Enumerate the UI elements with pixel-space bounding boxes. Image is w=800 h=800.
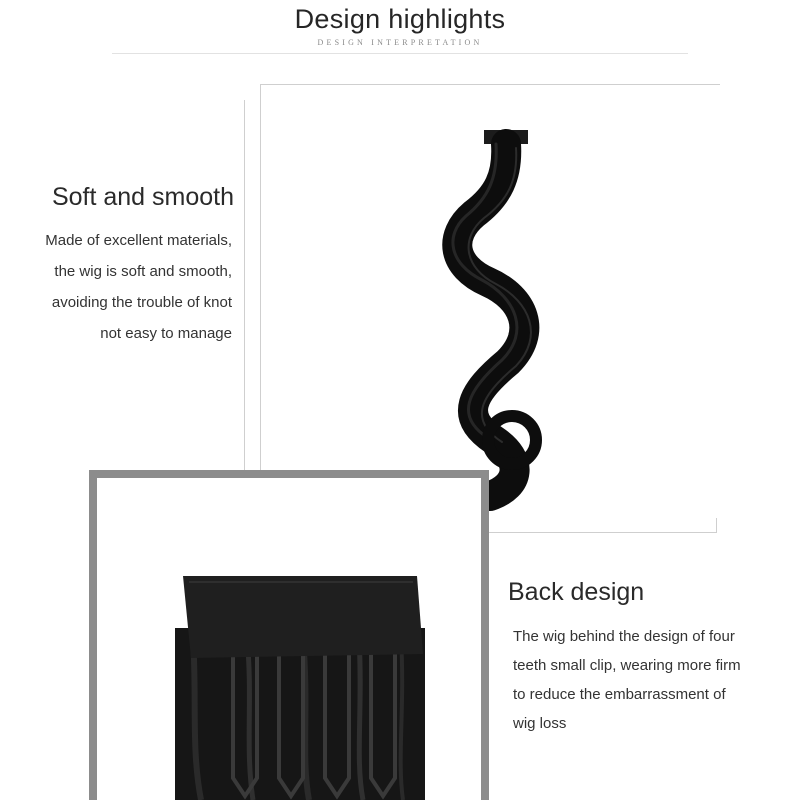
closeup-photo-frame xyxy=(89,470,489,800)
back-design-description xyxy=(513,622,741,738)
frame-line-right xyxy=(716,517,717,533)
description-line: the wig is soft and smooth, xyxy=(54,263,232,280)
clip-closeup-illustration xyxy=(97,478,481,800)
fabric-tape xyxy=(183,576,423,658)
closeup-clip-photo xyxy=(97,478,481,800)
description-line: wig loss xyxy=(513,715,567,732)
description-line: not easy to manage xyxy=(100,325,232,342)
page-subtitle: DESIGN INTERPRETATION xyxy=(317,38,483,47)
page-title: Design highlights xyxy=(294,4,506,34)
frame-line-bottom-outer xyxy=(489,532,717,533)
soft-smooth-description xyxy=(45,225,232,349)
frame-line-left-inner xyxy=(260,84,261,470)
soft-smooth-heading: Soft and smooth xyxy=(51,183,234,211)
description-line: Made of excellent materials, xyxy=(45,232,232,249)
description-line: The wig behind the design of four xyxy=(513,628,735,645)
wig-product-photo xyxy=(262,86,720,518)
header-divider xyxy=(112,53,688,54)
description-line: avoiding the trouble of knot xyxy=(51,294,232,311)
back-design-heading: Back design xyxy=(508,578,645,606)
frame-line-top xyxy=(260,84,720,85)
description-line: teeth small clip, wearing more firm xyxy=(513,657,741,674)
frame-line-left-outer xyxy=(244,100,245,470)
description-line: to reduce the embarrassment of xyxy=(513,686,726,703)
wavy-wig-illustration xyxy=(262,86,720,518)
